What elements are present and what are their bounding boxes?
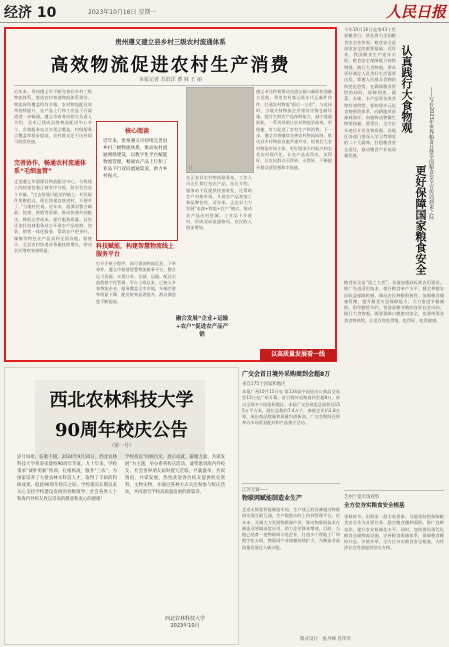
commentary-title: 认真践行大食物观 <box>400 45 413 133</box>
notice-signature: 西北农林科技大学 2023年10月 <box>164 616 205 629</box>
article-title-grain: 全方位夯实粮食安全根基 <box>344 503 405 509</box>
subhead-1: 完善协作，畅通农村流通体系“毛细血管” <box>14 160 87 175</box>
body-text-column: 走进无锡某智能制造车间，生产线上的设备通过物联网实现互联互通，生产数据实时上传到管理平台。近年来，无锡大力发展物联网产业，推动物联网技术在制造业领域深度应用，助力企业降本增效。目前，当地已培育一批物联网示范企业，打造多个智能工厂和数字化车间，物联网产业规模持续扩大，为制造业高质量发展注入新动能。 <box>242 507 340 550</box>
body-text-column: 金秋时节，田野里一派丰收景象。当地坚持把保障粮食安全作为首要任务，稳定粮食播种面积，推广良种良法，提升农业机械化水平。同时，加快建设现代化粮食仓储物流设施，完善粮食收储体系，保障粮食颗粒归仓。多措并举，全方位夯实粮食安全根基，为经济社会发展提供坚实支撑。 <box>344 514 444 551</box>
body-text-column: 今年10月16日是第43个世界粮食日，所在周为全国粮食安全宣传周。粮食安全是国家安全的重要基础。近年来，我国粮食生产连年丰收，粮食安全保障能力持续增强。践行大食物观，要从更好满足人民美好生活需要出发，掌握人民群众食物结构变化趋势，在确保粮食供给的同时，保障肉类、蔬菜、水果、水产品等各类食物有效供给。要构建多元化食物供给体系，向耕地草原森林海洋、向植物动物微生物要热量、要蛋白，全方位多途径开发食物资源。各地区各部门要深入学习贯彻党的二十大精神，扛稳粮食安全责任，推动粮食产业高质量发展。 <box>344 27 396 158</box>
series-tagline: 以高质量发展看一线 <box>260 349 336 361</box>
article-subtitle-canton-fair: 来自175个国家和地区 <box>242 382 286 387</box>
body-text-column: 粮食安全是“国之大者”。各地加强高标准农田建设，推广先进适用技术，提升粮食单产水平；健全种粮农民收益保障机制，调动农民种粮积极性；加强粮食储备管理，提升粮食应急保障能力；大力推进节粮减损，倡导勤俭节约，营造爱粮节粮的良好社会风尚。践行大食物观，既要保障口粮绝对安全，也要统筹各类食物供给，让老百姓吃得饱、吃得好、吃得健康。 <box>344 280 444 323</box>
commentary-subtitle: ——写在2023年世界粮食日暨全国粮食安全宣传周到来之际 <box>428 87 434 220</box>
lower-middle-column[interactable] <box>240 367 342 643</box>
sidebox-title: 核心阅读 <box>124 128 149 135</box>
article-photo <box>186 87 254 173</box>
feature-article[interactable] <box>4 27 337 362</box>
body-text-column: 近年来，贵州遵义市不断完善县乡村三级物流体系，推进农村寄递物流体系建设，物流网络覆盖所有乡镇，农村物流配送效率持续提升，农产品上行和工业品下行渠道进一步畅通。遵义市商务局相关负责人介绍，全市已建成县级物流配送中心多个，乡镇服务站点实现全覆盖，村级服务点覆盖率稳步提高，农村群众足不出村即可收发快递。 <box>14 89 92 145</box>
article-byline: 本报记者 苏滨洋 曹 林 王 丽 <box>139 77 202 83</box>
article-kicker-wuxi: 江苏无锡—— <box>242 488 269 493</box>
notice-body-right: 学校将以“回顾历史、展示成就、凝聚力量、共谋发展”为主题，举办系列校庆活动。诚挚邀请海内外校友、社会各界朋友届时拨冗莅临，共襄盛举，共叙情谊，共谋发展。热忱欢迎各位校友提供校史资料、文物实物，并通过各种方式关注和参与校庆活动，共同谱写学校高质量发展的新篇章。 <box>125 455 225 495</box>
divider <box>242 483 340 484</box>
anniversary-notice[interactable] <box>4 367 239 645</box>
right-lower-column[interactable] <box>344 280 444 640</box>
subhead-2: 科技赋能，构建智慧物流线上服务平台 <box>96 243 175 258</box>
body-text-column: 打开手机小程序，即可查询物流信息、下单寄件。遵义市搭建智慧物流服务平台，整合运力资源，实现订单、仓储、运输、配送全流程数字化管理。平台上线以来，已接入多家物流企业，服务覆盖全市乡镇，车辆空驶率明显下降，配送时效显著提升，群众满意度不断提高。 <box>96 261 176 304</box>
core-reading-box <box>96 121 178 241</box>
commentary-title-2: 更好保障国家粮食安全 <box>414 165 427 275</box>
notice-number: （第一号） <box>108 443 134 449</box>
commentary-column[interactable] <box>344 27 444 277</box>
photo-caption: ▢ <box>189 166 193 170</box>
article-kicker-market: 芝州宁夏市场观察 <box>344 495 380 500</box>
divider <box>344 490 444 491</box>
body-text-column: 走进遵义市湄潭县物流配送中心，分拣线上的快递包裹正被有序分拣，装车发往各个乡镇。“过去快递只能送到镇上，村民取件要跑很远，现在快递直接进村，方便多了。”当地村民说。近年来，湄潭县整合邮政、快递、供销等资源，推动快递共同配送，降低运营成本，提升服务质量。县里还依托电商服务站点开展农产品收购、包装、销售一体化服务，帮助农户把茶叶、辣椒等特色农产品卖到全国各地。据统计，全县农村快递业务量持续增长，带动农民增收效果明显。 <box>14 179 92 254</box>
article-title-iot: 物联网赋能制造业生产 <box>242 495 303 502</box>
divider <box>14 85 327 86</box>
subhead-3: 融合发展“企业+运输+农户”促进农产品产销 <box>175 316 229 338</box>
section-label: 经济 10 <box>4 5 57 21</box>
masthead-logo: 人民日报 <box>386 3 447 21</box>
body-text-column: 本报广州10月15日电 第134届中国进出口商品交易会15日在广州开幕。首日境外采购商到会超8万，来自全球多个国家和地区。本届广交会展览总面积达155万平方米，展位总数约7.4万个，参展企业约2.8万家，展出商品数量和质量均创新高。广交会期间还将举办多场贸易配对和产品推介活动。 <box>242 389 340 426</box>
sidebox-text: 近年来，贵州遵义市持续完善县乡村三级物流体系，推动农村流通网络建设，以数字化平台赋能物流管理，畅通农产品上行和工业品下行双向流通渠道，助力乡村振兴。 <box>103 139 168 179</box>
page-footer: 版式设计：张丹峰 肖伟华 <box>300 637 351 642</box>
notice-title-1: 西北农林科技大学 <box>49 390 194 411</box>
body-text-column: 在正安县农村物流服务站，工作人员正忙着打包农产品。站长介绍，服务站不仅提供快递收发，还帮助农户对接市场，开展农产品初加工和品牌包装。近年来，正安县大力发展“电商+物流+农户”模式，推动农产品出村进城，工业品下乡进村，形成双向流通格局，农民收入稳步增加。 <box>186 175 252 231</box>
article-headline: 高效物流促进农村生产消费 <box>50 55 291 76</box>
issue-date: 2023年10月16日 星期一 <box>88 9 157 16</box>
article-kicker: 贵州遵义建立县乡村三级农村流通体系 <box>115 38 226 46</box>
page-header <box>0 0 449 23</box>
notice-title-2: 90周年校庆公告 <box>54 420 189 441</box>
body-text-column: 遵义市还积极推动交通运输与邮政快递融合发展，利用农村客运班车代运邮件快件，打通农村物流“最后一公里”。与此同时，当地支持物流企业建设冷链仓储设施，提升生鲜农产品保鲜能力，减少流通损耗。一系列举措让农村物流更高效、更便捷，有力促进了农村生产和消费。下一步，遵义市将继续完善农村物流网络，推动县乡村物流设施共建共享，培育壮大农村物流市场主体，更好服务乡村振兴和农业农村现代化，让农产品卖得出、卖得好，让农民群众买得到、买得好，不断提升群众获得感和幸福感。 <box>256 89 332 170</box>
article-title-canton-fair: 广交会首日境外采购商到会超8万 <box>242 371 331 378</box>
notice-body-left: 岁月如歌，弦歌不辍。2024年9月10日，西北农林科技大学将迎来建校90周年华诞。九十年来，学校秉承“诚朴勇毅”校训，扎根杨凌，服务“三农”，为国家培养了大批农林水科技人才，取得了丰硕的科研成果。值此90周年校庆之际，学校谨向长期以来关心支持学校建设发展的各级领导、社会各界人士和海内外校友致以崇高的敬意和衷心的感谢！ <box>17 455 117 502</box>
